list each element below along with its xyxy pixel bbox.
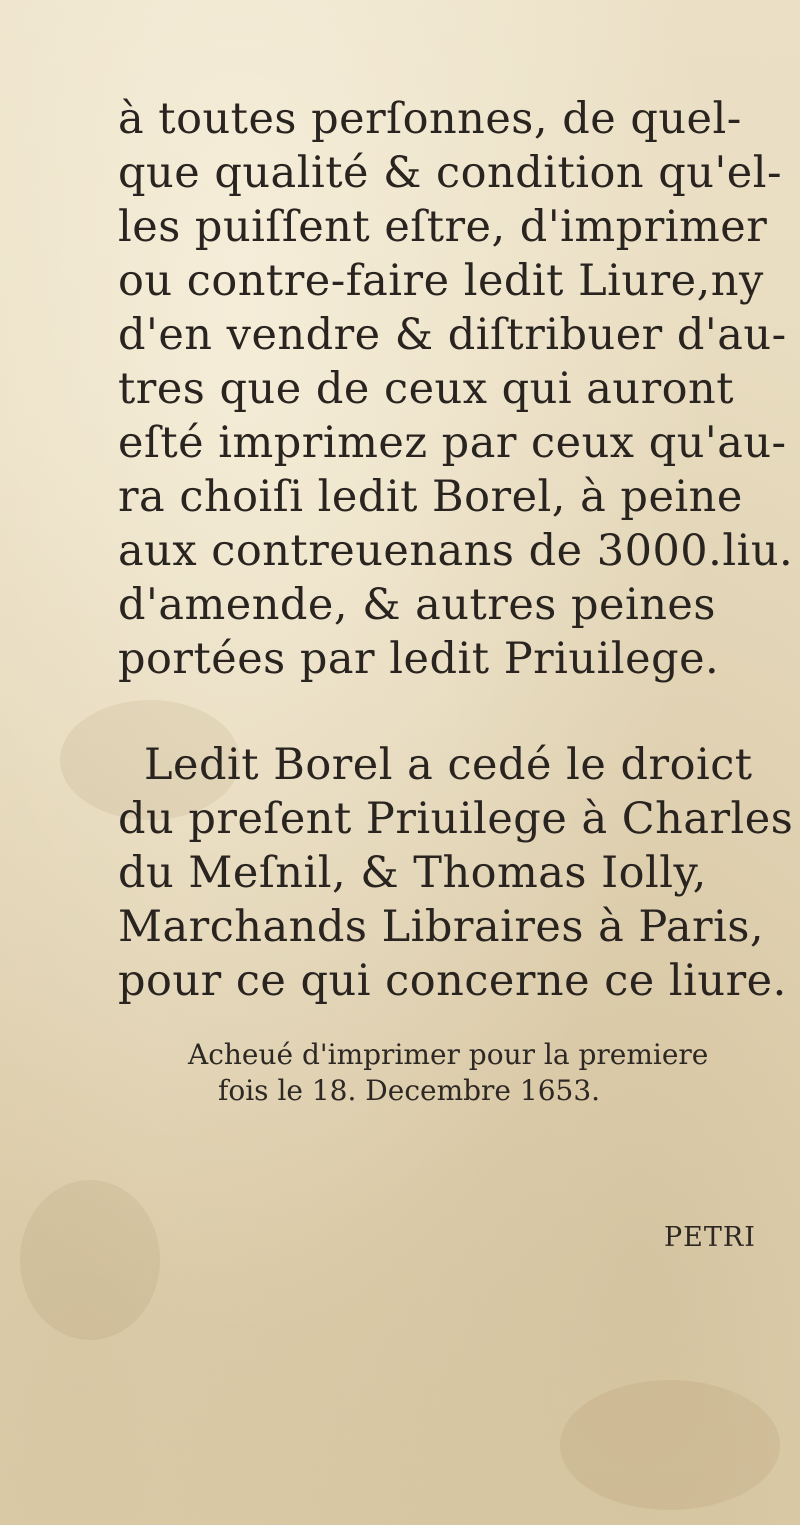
text-line: d'en vendre & diſtribuer d'au- [118,310,787,360]
colophon-line: Acheué d'imprimer pour la premiere [188,1038,709,1071]
text-line: du Meſnil, & Thomas Iolly, [118,848,707,898]
text-line: d'amende, & autres peines [118,580,716,630]
transfer-paragraph [118,738,794,1008]
text-line: du preſent Priuilege à Charles [118,794,794,844]
text-line: ra choiſi ledit Borel, à peine [118,472,743,522]
text-line: pour ce qui concerne ce liure. [118,956,787,1006]
colophon [188,1037,748,1109]
text-line: portées par ledit Priuilege. [118,634,720,684]
text-line: ou contre-faire ledit Liure,ny [118,256,764,306]
text-line: que qualité & condition qu'el- [118,148,783,198]
text-line: les puiſſent eſtre, d'imprimer [118,202,768,252]
text-line: tres que de ceux qui auront [118,364,735,414]
privilege-paragraph [118,92,794,686]
text-line: eſté imprimez par ceux qu'au- [118,418,787,468]
text-line: Ledit Borel a cedé le droict [144,740,753,790]
text-line: Marchands Libraires à Paris, [118,902,765,952]
text-line: à toutes perſonnes, de quel- [118,94,742,144]
paper-stain [560,1380,780,1510]
catchword: PETRI [664,1222,756,1253]
text-line: aux contreuenans de 3000.liu. [118,526,794,576]
colophon-line: fois le 18. Decembre 1653. [218,1074,601,1107]
paper-stain [20,1180,160,1340]
